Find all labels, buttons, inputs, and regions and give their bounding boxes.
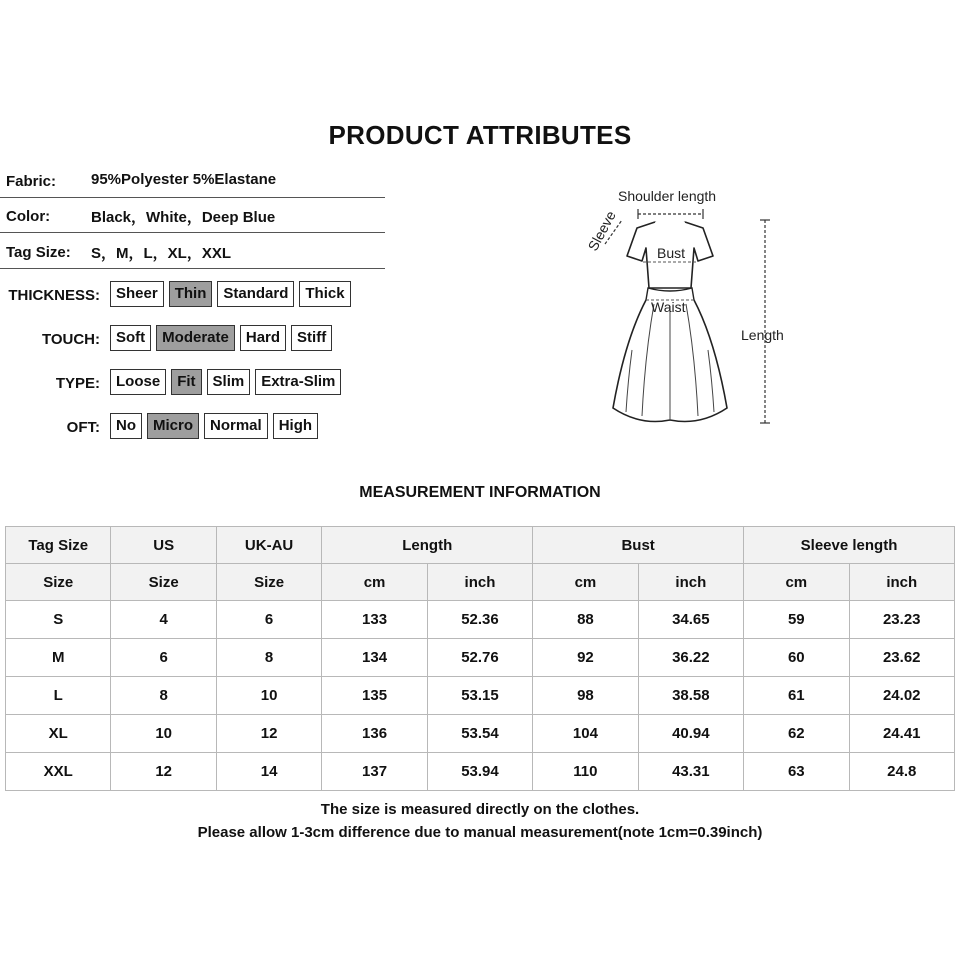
- attr-tag-size: [6, 238, 386, 268]
- table-header-cell: inch: [849, 564, 955, 601]
- divider: [0, 232, 385, 233]
- table-cell: 88: [533, 601, 638, 639]
- table-cell: 38.58: [638, 677, 743, 715]
- table-cell: 12: [111, 753, 216, 791]
- table-cell: 52.76: [427, 639, 532, 677]
- page-title: PRODUCT ATTRIBUTES: [328, 120, 632, 150]
- table-cell: 23.62: [849, 639, 955, 677]
- option-micro-selected: Micro: [147, 413, 199, 439]
- option-list: [110, 369, 341, 395]
- table-row: [6, 753, 955, 791]
- table-cell: 104: [533, 715, 638, 753]
- table-cell: 62: [744, 715, 849, 753]
- divider: [0, 268, 385, 269]
- option-soft: Soft: [110, 325, 151, 351]
- table-cell: 53.54: [427, 715, 532, 753]
- measurement-table: [5, 526, 955, 791]
- table-header-cell: Tag Size: [6, 527, 111, 564]
- bust-label: Bust: [657, 245, 686, 261]
- option-hard: Hard: [240, 325, 286, 351]
- dress-diagram: [570, 180, 800, 430]
- attr-color-value: Black，White，Deep Blue: [91, 209, 276, 226]
- shoulder-length-label: Shoulder length: [618, 188, 717, 204]
- table-cell: 137: [322, 753, 427, 791]
- table-row: [6, 677, 955, 715]
- table-header-cell: cm: [533, 564, 638, 601]
- table-cell: 53.94: [427, 753, 532, 791]
- table-cell: 134: [322, 639, 427, 677]
- table-header-cell: cm: [322, 564, 427, 601]
- attr-fabric: [6, 167, 386, 197]
- note-line-2: Please allow 1-3cm difference due to manual measurement(note 1cm=0.39inch): [197, 824, 763, 841]
- attr-fabric-label: Fabric:: [6, 173, 57, 190]
- table-cell: 8: [216, 639, 321, 677]
- option-thick: Thick: [299, 281, 350, 307]
- option-list: [110, 325, 332, 351]
- option-thin-selected: Thin: [169, 281, 213, 307]
- table-cell: 52.36: [427, 601, 532, 639]
- table-cell: 136: [322, 715, 427, 753]
- option-group-label: THICKNESS:: [8, 287, 100, 304]
- table-cell: 63: [744, 753, 849, 791]
- table-cell: 14: [216, 753, 321, 791]
- sleeve-label: Sleeve: [584, 208, 619, 254]
- table-cell: M: [6, 639, 111, 677]
- option-list: [110, 413, 318, 439]
- table-cell: XXL: [6, 753, 111, 791]
- table-header-cell: UK-AU: [216, 527, 321, 564]
- table-header-cell: Size: [6, 564, 111, 601]
- table-row: [6, 715, 955, 753]
- table-cell: 92: [533, 639, 638, 677]
- table-cell: 10: [216, 677, 321, 715]
- table-cell: 24.8: [849, 753, 955, 791]
- table-cell: 61: [744, 677, 849, 715]
- divider: [0, 197, 385, 198]
- table-cell: 60: [744, 639, 849, 677]
- table-cell: S: [6, 601, 111, 639]
- option-slim: Slim: [207, 369, 251, 395]
- table-cell: 24.41: [849, 715, 955, 753]
- table-cell: 6: [216, 601, 321, 639]
- table-cell: 12: [216, 715, 321, 753]
- table-header-cell: Size: [216, 564, 321, 601]
- table-cell: 36.22: [638, 639, 743, 677]
- waist-label: Waist: [651, 299, 686, 315]
- table-row: [6, 601, 955, 639]
- attr-color: [6, 202, 386, 232]
- table-header-cell: Size: [111, 564, 216, 601]
- table-header-cell: cm: [744, 564, 849, 601]
- option-group-label: TOUCH:: [41, 331, 100, 348]
- attr-tag-size-value: S，M，L，XL，XXL: [91, 245, 232, 262]
- table-header-cell: Length: [322, 527, 533, 564]
- table-cell: 8: [111, 677, 216, 715]
- table-cell: 34.65: [638, 601, 743, 639]
- option-fit-selected: Fit: [171, 369, 201, 395]
- table-cell: 135: [322, 677, 427, 715]
- option-standard: Standard: [217, 281, 294, 307]
- table-subheader-row: [6, 564, 955, 601]
- option-moderate-selected: Moderate: [156, 325, 235, 351]
- table-cell: 110: [533, 753, 638, 791]
- option-normal: Normal: [204, 413, 268, 439]
- table-header-cell: Sleeve length: [744, 527, 955, 564]
- option-loose: Loose: [110, 369, 166, 395]
- table-cell: XL: [6, 715, 111, 753]
- table-cell: 43.31: [638, 753, 743, 791]
- table-cell: 133: [322, 601, 427, 639]
- note-line-1: The size is measured directly on the clothes.: [320, 801, 640, 818]
- option-no: No: [110, 413, 142, 439]
- table-cell: 6: [111, 639, 216, 677]
- option-high: High: [273, 413, 318, 439]
- option-list: [110, 281, 351, 307]
- length-label: Length: [741, 327, 784, 343]
- table-cell: 53.15: [427, 677, 532, 715]
- attr-tag-size-label: Tag Size:: [6, 244, 71, 261]
- table-cell: 59: [744, 601, 849, 639]
- table-cell: 24.02: [849, 677, 955, 715]
- table-cell: 98: [533, 677, 638, 715]
- attr-fabric-value: 95%Polyester 5%Elastane: [91, 171, 277, 188]
- option-sheer: Sheer: [110, 281, 164, 307]
- table-row: [6, 639, 955, 677]
- table-header-cell: Bust: [533, 527, 744, 564]
- table-cell: 10: [111, 715, 216, 753]
- table-header-cell: inch: [638, 564, 743, 601]
- table-header-cell: US: [111, 527, 216, 564]
- option-group-label: OFT:: [66, 419, 100, 436]
- table-header-row: [6, 527, 955, 564]
- table-cell: 4: [111, 601, 216, 639]
- table-header-cell: inch: [427, 564, 532, 601]
- table-cell: 40.94: [638, 715, 743, 753]
- measurement-title: MEASUREMENT INFORMATION: [359, 484, 601, 501]
- option-extra-slim: Extra-Slim: [255, 369, 341, 395]
- attr-color-label: Color:: [6, 208, 51, 225]
- option-group-label: TYPE:: [55, 375, 100, 392]
- option-stiff: Stiff: [291, 325, 332, 351]
- table-cell: L: [6, 677, 111, 715]
- table-cell: 23.23: [849, 601, 955, 639]
